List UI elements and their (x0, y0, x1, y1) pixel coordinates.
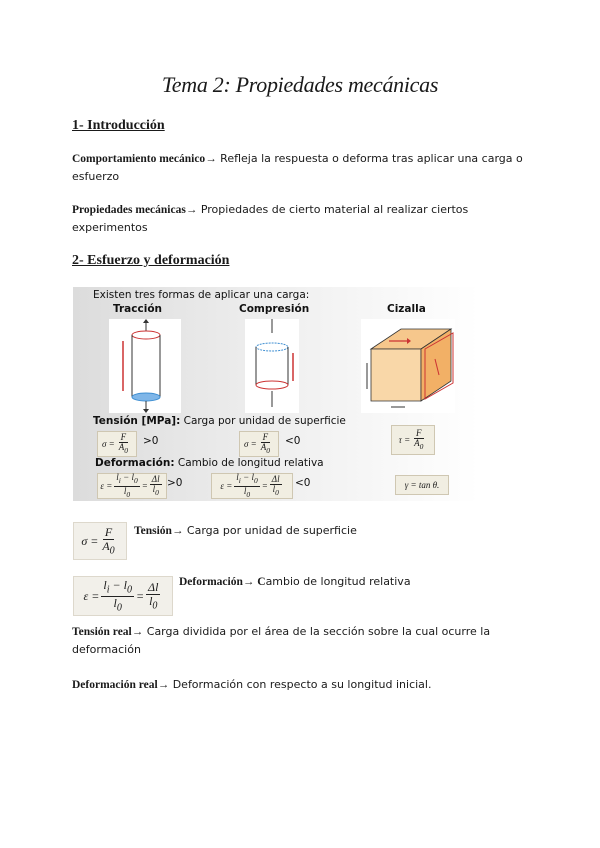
formula-tension: σ = $\frac{F}{A_0}$ (73, 522, 127, 560)
tension-row (93, 415, 346, 427)
paragraph-tension (134, 522, 534, 540)
sign-gt0-tension: >0 (143, 435, 159, 447)
text-propiedades: Propiedades de cierto material al realizar ciertos experimentos (72, 203, 469, 234)
term-comportamiento: Comportamiento mecánico (72, 153, 206, 165)
deformacion-label: Deformación: (95, 457, 175, 469)
paragraph-tension-real (72, 623, 532, 659)
arrow: → (131, 626, 144, 638)
text-tension: Carga por unidad de superficie (183, 524, 357, 537)
loading-types-figure (73, 287, 479, 501)
paragraph-comportamiento (72, 150, 532, 186)
deformacion-row (95, 457, 324, 469)
label-cizalla: Cizalla (387, 303, 426, 315)
formula-epsilon-traccion: ε = $\frac{l_i - l_0}{l_0}$ = $\frac{\Delta l}{l_0}$ (97, 473, 167, 499)
deformacion-c: C (254, 576, 266, 588)
text-deformacion: ambio de longitud relativa (265, 575, 411, 588)
paragraph-deformacion-real (72, 676, 532, 694)
tension-desc: Carga por unidad de superficie (180, 415, 346, 427)
cizalla-cube-diagram (361, 319, 455, 413)
label-traccion: Tracción (113, 303, 163, 315)
formula-epsilon-compresion: ε = $\frac{l_i - l_0}{l_0}$ = $\frac{\Delta l}{l_0}$ (211, 473, 293, 499)
formula-tau: τ = $\frac{F}{A_0}$ (391, 425, 435, 455)
text-deformacion-real: Deformación con respecto a su longitud inicial. (169, 678, 432, 691)
sign-lt0-tension: <0 (285, 435, 301, 447)
section-heading-esfuerzo: 2- Esfuerzo y deformación (72, 253, 230, 268)
term-propiedades: Propiedades mecánicas (72, 204, 186, 216)
text-comportamiento: Refleja la respuesta o deforma tras aplicar una carga o esfuerzo (72, 152, 523, 183)
formula-gamma: γ = tan θ. (395, 475, 449, 495)
arrow: → (185, 204, 198, 216)
section-heading-introduccion: 1- Introducción (72, 118, 165, 133)
term-tension-real: Tensión real (72, 626, 132, 638)
traccion-panel (109, 319, 181, 413)
figure-intro: Existen tres formas de aplicar una carga: (93, 289, 310, 301)
arrow: → (157, 679, 170, 691)
page-title: Tema 2: Propiedades mecánicas (161, 72, 439, 97)
compresion-panel (245, 319, 299, 413)
sign-gt0-deformacion: >0 (167, 477, 183, 489)
formula-deformacion: ε = $\frac{l_i - l_0}{l_0}$ = $\frac{\Delta l}{l_0}$ (73, 576, 173, 616)
paragraph-deformacion (179, 573, 539, 591)
term-deformacion-real: Deformación real (72, 679, 158, 691)
cizalla-panel (361, 319, 455, 413)
formula-sigma-compresion: σ = $\frac{F}{A_0}$ (239, 431, 279, 457)
arrow: → (242, 576, 255, 588)
compresion-cylinder-diagram (245, 319, 299, 413)
term-deformacion: Deformación (179, 576, 243, 588)
formula-sigma-traccion: σ = $\frac{F}{A_0}$ (97, 431, 137, 457)
paragraph-propiedades (72, 201, 542, 237)
tension-label: Tensión [MPa]: (93, 415, 181, 427)
sign-lt0-deformacion: <0 (295, 477, 311, 489)
arrow: → (171, 525, 184, 537)
arrow: → (205, 153, 217, 165)
deformacion-desc: Cambio de longitud relativa (174, 457, 324, 469)
text-tension-real: Carga dividida por el área de la sección sobre la cual ocurre la deformación (72, 625, 491, 656)
term-tension: Tensión (134, 525, 172, 537)
label-compresion: Compresión (239, 303, 310, 315)
traccion-cylinder-diagram (109, 319, 181, 413)
